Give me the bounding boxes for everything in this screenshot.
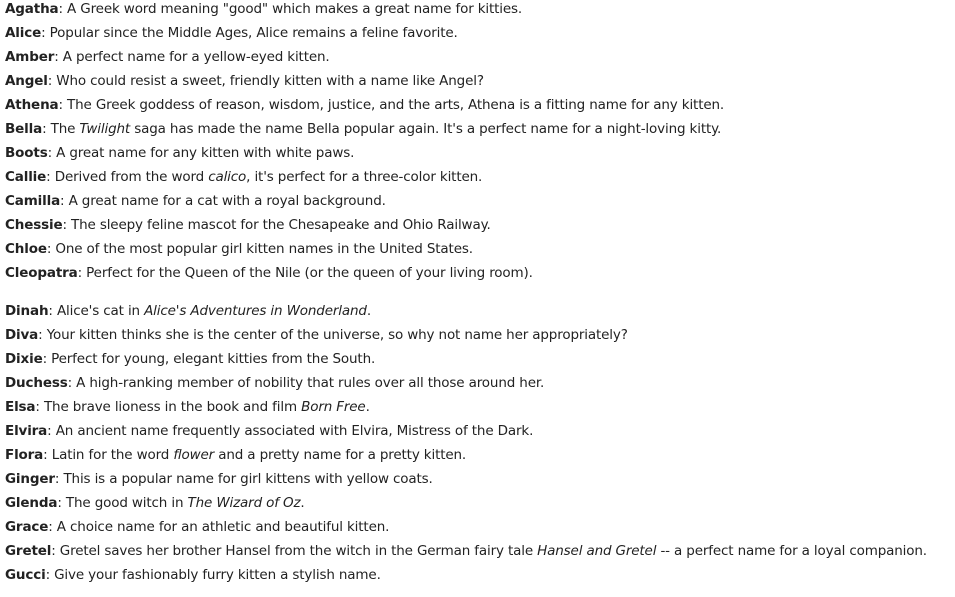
kitten-name: Glenda (5, 495, 58, 511)
kitten-description: : An ancient name frequently associated with Elvira, Mistress of the Dark. (47, 423, 534, 439)
kitten-description: : One of the most popular girl kitten names in the United States. (46, 241, 473, 257)
kitten-description: : The (42, 121, 80, 137)
kitten-description: : A perfect name for a yellow-eyed kitten. (54, 49, 330, 65)
list-item-duchess (5, 374, 950, 398)
list-item-ginger (5, 470, 950, 494)
kitten-name: Agatha (5, 1, 59, 17)
kitten-name: Duchess (5, 375, 68, 391)
kitten-name: Dinah (5, 303, 49, 319)
kitten-description-rest: , it's perfect for a three-color kitten. (246, 169, 483, 185)
kitten-description-rest: saga has made the name Bella popular again. It's a perfect name for a night-loving kitty. (130, 121, 722, 137)
kitten-name: Flora (5, 447, 44, 463)
italic-word: flower (173, 447, 215, 463)
kitten-description: : Who could resist a sweet, friendly kitten with a name like Angel? (47, 73, 484, 89)
kitten-description: : Give your fashionably furry kitten a stylish name. (45, 567, 381, 583)
kitten-name: Elvira (5, 423, 48, 439)
kitten-name: Alice (5, 25, 42, 41)
list-item-chessie (5, 216, 950, 240)
kitten-description: : Your kitten thinks she is the center of the universe, so why not name her appropriately? (38, 327, 628, 343)
kitten-description: : A great name for a cat with a royal background. (60, 193, 386, 209)
list-item-athena (5, 96, 950, 120)
kitten-name: Callie (5, 169, 47, 185)
kitten-description: : This is a popular name for girl kittens with yellow coats. (54, 471, 433, 487)
kitten-name: Elsa (5, 399, 36, 415)
list-item-bella (5, 120, 950, 144)
kitten-name: Dixie (5, 351, 43, 367)
kitten-description: : The sleepy feline mascot for the Chesapeake and Ohio Railway. (62, 217, 491, 233)
book-title: Twilight (79, 121, 131, 137)
kitten-name: Athena (5, 97, 59, 113)
list-item-cleopatra (5, 264, 950, 288)
kitten-description-rest: . (300, 495, 305, 511)
list-item-boots (5, 144, 950, 168)
kitten-description: : A high-ranking member of nobility that rules over all those around her. (67, 375, 545, 391)
kitten-name: Bella (5, 121, 43, 137)
kitten-description-rest: . (365, 399, 370, 415)
kitten-description: : The good witch in (57, 495, 188, 511)
kitten-description-rest: . (366, 303, 371, 319)
list-item-dinah (5, 302, 950, 326)
kitten-name-list (5, 0, 950, 590)
list-item-dixie (5, 350, 950, 374)
kitten-name: Diva (5, 327, 39, 343)
kitten-description: : Popular since the Middle Ages, Alice remains a feline favorite. (41, 25, 458, 41)
kitten-name: Gucci (5, 567, 46, 583)
kitten-description: : A great name for any kitten with white paws. (47, 145, 355, 161)
fairy-tale-title: Hansel and Gretel (537, 543, 657, 559)
kitten-name: Amber (5, 49, 55, 65)
kitten-name: Gretel (5, 543, 52, 559)
list-item-agatha (5, 0, 950, 24)
list-item-camilla (5, 192, 950, 216)
kitten-description: : Perfect for young, elegant kitties from the South. (42, 351, 376, 367)
list-item-glenda (5, 494, 950, 518)
kitten-name: Ginger (5, 471, 55, 487)
kitten-name: Cleopatra (5, 265, 78, 281)
list-item-amber (5, 48, 950, 72)
kitten-name: Chloe (5, 241, 47, 257)
film-title: Born Free (301, 399, 366, 415)
kitten-description: : Perfect for the Queen of the Nile (or the queen of your living room). (77, 265, 533, 281)
list-item-elvira (5, 422, 950, 446)
kitten-name: Boots (5, 145, 48, 161)
italic-word: calico (208, 169, 247, 185)
kitten-description-rest: -- a perfect name for a loyal companion. (656, 543, 927, 559)
list-item-gretel (5, 542, 950, 566)
kitten-description: : A Greek word meaning "good" which makes a great name for kitties. (58, 1, 523, 17)
kitten-name: Camilla (5, 193, 61, 209)
list-item-flora (5, 446, 950, 470)
list-item-angel (5, 72, 950, 96)
list-item-chloe (5, 240, 950, 264)
kitten-description: : Latin for the word (43, 447, 174, 463)
list-item-callie (5, 168, 950, 192)
film-title: The Wizard of Oz (187, 495, 301, 511)
list-item-elsa (5, 398, 950, 422)
kitten-description-rest: and a pretty name for a pretty kitten. (214, 447, 467, 463)
kitten-description: : A choice name for an athletic and beautiful kitten. (48, 519, 390, 535)
kitten-description: : The brave lioness in the book and film (35, 399, 302, 415)
kitten-name: Angel (5, 73, 48, 89)
list-item-grace (5, 518, 950, 542)
kitten-name: Grace (5, 519, 49, 535)
kitten-description: : Alice's cat in (48, 303, 145, 319)
list-item-diva (5, 326, 950, 350)
kitten-description: : Derived from the word (46, 169, 209, 185)
list-item-alice (5, 24, 950, 48)
book-title: Alice's Adventures in Wonderland (144, 303, 367, 319)
kitten-description: : Gretel saves her brother Hansel from the witch in the German fairy tale (51, 543, 538, 559)
list-item-gucci (5, 566, 950, 590)
kitten-name: Chessie (5, 217, 63, 233)
kitten-description: : The Greek goddess of reason, wisdom, justice, and the arts, Athena is a fitting name for any kitten. (58, 97, 725, 113)
